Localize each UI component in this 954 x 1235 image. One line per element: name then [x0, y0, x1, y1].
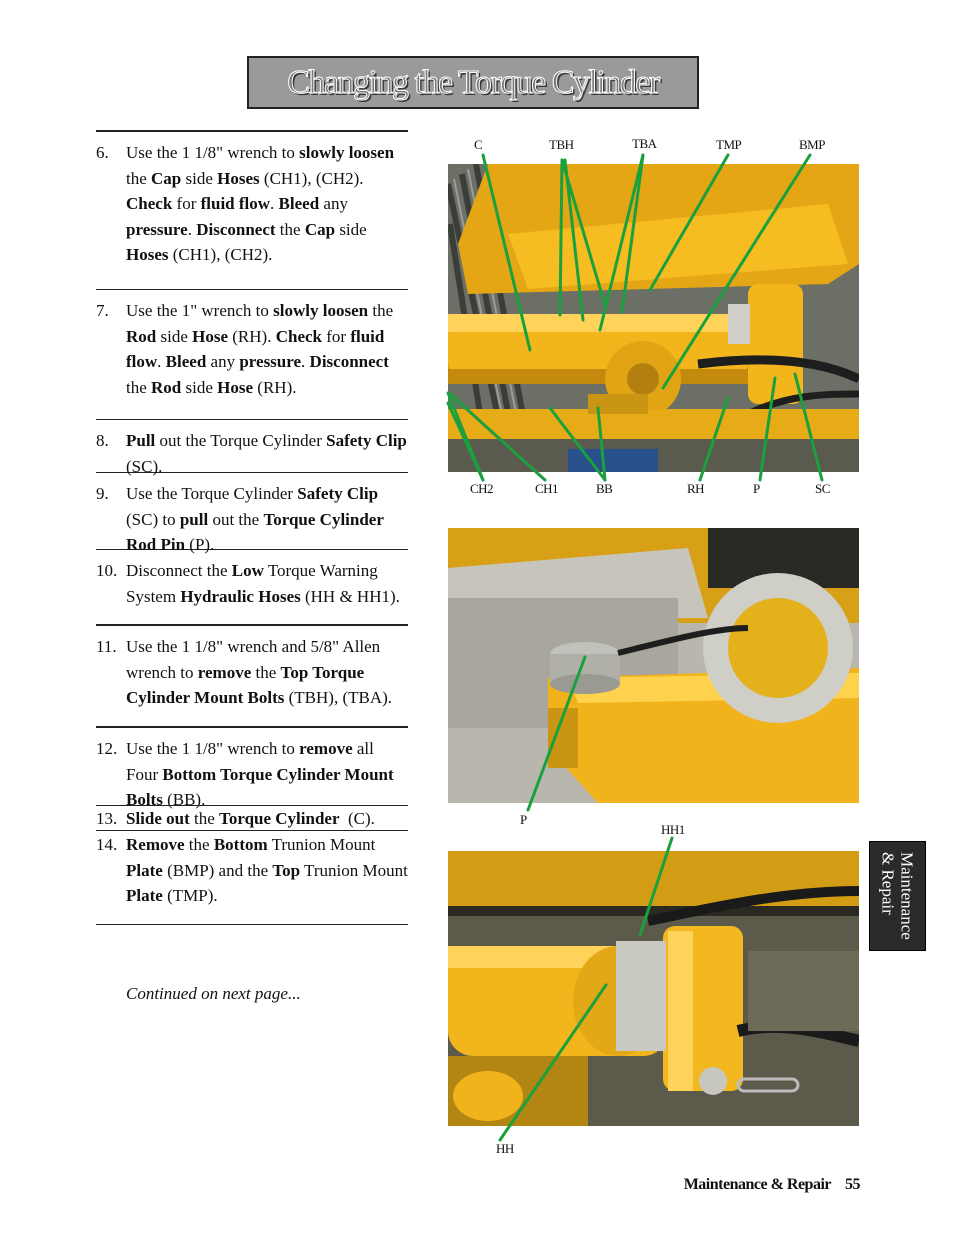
label-bmp: BMP [799, 137, 825, 152]
page-title: Changing the Torque Cylinder [287, 63, 659, 101]
label-bb: BB [596, 481, 613, 496]
label-ch2: CH2 [470, 481, 494, 496]
step-text: Slide out the Torque Cylinder (C). [126, 809, 375, 828]
step-number: 7. [96, 301, 109, 320]
label-hh1: HH1 [661, 822, 685, 837]
step-number: 13. [96, 809, 118, 828]
step-text: Disconnect the Low Torque Warning System Hydraulic Hoses (HH & HH1). [126, 561, 400, 606]
step-9 [96, 473, 408, 554]
section-side-tab [869, 841, 926, 951]
photo-torque-cylinder-overview [448, 164, 859, 472]
step-number: 14. [96, 835, 118, 854]
page-footer [684, 1176, 860, 1194]
step-number: 6. [96, 143, 109, 162]
step-12 [96, 728, 408, 809]
step-text: Use the 1 1/8" wrench to slowly loosen the Cap side Hoses (CH1), (CH2). Check for fluid flow. Bleed any pressure. Disconnect the Cap side Hoses (CH1), (CH2). [126, 143, 395, 264]
label-hh: HH [496, 1141, 514, 1156]
step-text: Use the 1" wrench to slowly loosen the Rod side Hose (RH). Check for fluid flow. Bleed any pressure. Disconnect the Rod side Hose (RH). [126, 301, 394, 397]
step-7 [96, 290, 408, 420]
step-text: Remove the Bottom Trunion Mount Plate (BMP) and the Top Trunion Mount Plate (TMP). [126, 835, 408, 905]
footer-section: Maintenance & Repair [683, 1176, 831, 1193]
step-6 [96, 132, 408, 290]
step-13 [96, 806, 408, 831]
step-number: 9. [96, 484, 109, 503]
step-14 [96, 831, 408, 925]
photo-rod-pin [448, 528, 859, 803]
step-10 [96, 550, 408, 626]
step-text: Use the 1 1/8" wrench and 5/8" Allen wrench to remove the Top Torque Cylinder Mount Bolts (TBH), (TBA). [126, 637, 393, 707]
step-number: 12. [96, 739, 118, 758]
step-number: 8. [96, 431, 109, 450]
photo-hydraulic-hoses [448, 851, 859, 1126]
step-11 [96, 626, 408, 728]
step-text: Use the Torque Cylinder Safety Clip (SC) to pull out the Torque Cylinder Rod Pin (P). [126, 484, 384, 554]
step-8 [96, 420, 408, 476]
label-p: P [753, 481, 760, 496]
label-c: C [474, 137, 483, 152]
step-number: 10. [96, 561, 118, 580]
steps-list [96, 130, 408, 925]
page-number: 55 [845, 1176, 860, 1193]
step-number: 11. [96, 637, 117, 656]
label-ch1: CH1 [535, 481, 559, 496]
step-text: Pull out the Torque Cylinder Safety Clip (SC). [126, 431, 407, 476]
label-tba: TBA [632, 136, 657, 151]
label-p-photo2: P [520, 812, 527, 827]
step-text: Use the 1 1/8" wrench to remove all Four Bottom Torque Cylinder Mount Bolts (BB). [126, 739, 394, 809]
label-sc: SC [815, 481, 830, 496]
label-tbh: TBH [549, 137, 574, 152]
label-tmp: TMP [716, 137, 742, 152]
title-box [247, 56, 699, 109]
continued-note: Continued on next page... [126, 984, 301, 1003]
label-rh: RH [687, 481, 705, 496]
side-tab-label: Maintenance & Repair [878, 852, 917, 940]
